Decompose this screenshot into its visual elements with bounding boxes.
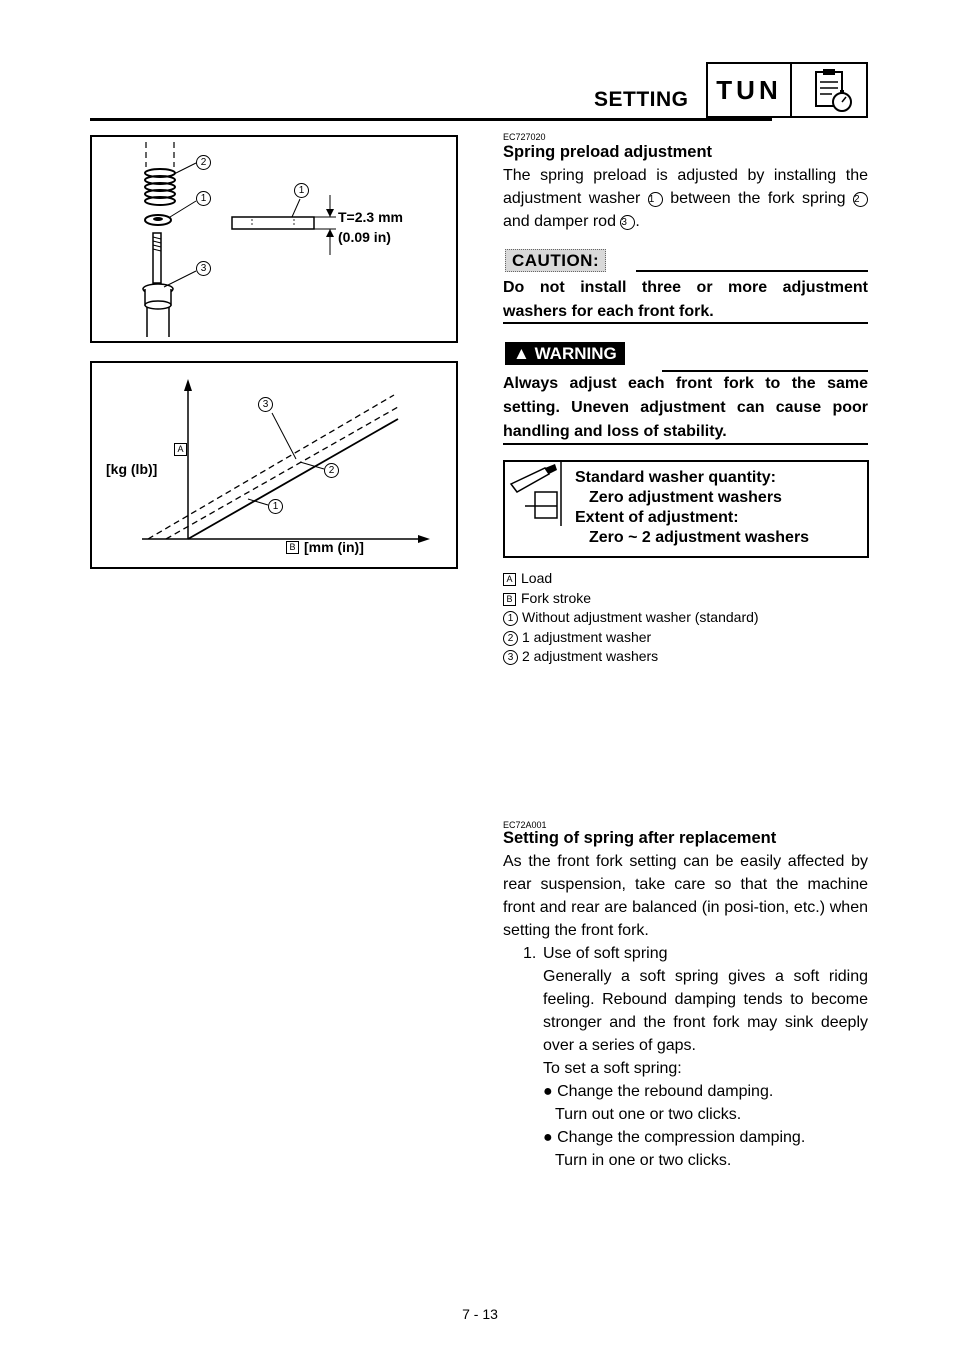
page-header-title: SETTING bbox=[594, 88, 689, 111]
section2-code: EC72A001 bbox=[503, 820, 547, 830]
section-title: Spring preload adjustment bbox=[503, 143, 713, 161]
callout-1-side: 1 bbox=[294, 183, 309, 198]
x-axis-unit: [mm (in)] bbox=[304, 539, 364, 555]
list-item-number: 1. bbox=[523, 945, 537, 962]
washer-diagram bbox=[90, 135, 458, 343]
spec-box bbox=[503, 460, 869, 558]
callout-3: 3 bbox=[196, 261, 211, 276]
caution-label: CAUTION: bbox=[505, 251, 606, 271]
page-number: 7 - 13 bbox=[462, 1306, 498, 1322]
section2-title: Setting of spring after replacement bbox=[503, 829, 777, 847]
bullet-2-sub: Turn in one or two clicks. bbox=[555, 1152, 732, 1169]
curve-callout-1: 1 bbox=[268, 499, 283, 514]
figure-legend bbox=[503, 569, 868, 667]
preload-graph bbox=[90, 361, 458, 569]
spec-line-2: Zero adjustment washers bbox=[589, 489, 782, 506]
header-rule bbox=[90, 118, 772, 121]
stopwatch-clipboard-icon bbox=[790, 62, 868, 118]
warning-rule-bottom bbox=[503, 443, 868, 445]
section2-body: As the front fork setting can be easily affected by rear suspension, take care so that the machine front and rear are balanced (in posi-tion, etc.) when setting the front fork. bbox=[503, 853, 868, 939]
legend-item: 2 1 adjustment washer bbox=[503, 628, 868, 648]
callout-1: 1 bbox=[196, 191, 211, 206]
spec-line-3: Extent of adjustment: bbox=[575, 509, 739, 526]
section-code-box: TUN bbox=[706, 62, 792, 118]
thickness-label: T=2.3 mm bbox=[338, 209, 403, 225]
legend-item: 1 Without adjustment washer (standard) bbox=[503, 608, 868, 628]
section-code: EC727020 bbox=[503, 132, 546, 142]
list-item-title: Use of soft spring bbox=[543, 945, 668, 962]
spec-line-1: Standard washer quantity: bbox=[575, 469, 776, 486]
curve-callout-3: 3 bbox=[258, 397, 273, 412]
caution-rule-top bbox=[636, 270, 868, 272]
callout-2: 2 bbox=[196, 155, 211, 170]
thickness-imperial: (0.09 in) bbox=[338, 229, 391, 245]
caution-rule-bottom bbox=[503, 322, 868, 324]
warning-triangle-icon: ▲ bbox=[513, 344, 535, 363]
y-axis-unit: [kg (lb)] bbox=[106, 461, 158, 477]
legend-item: 3 2 adjustment washers bbox=[503, 647, 868, 667]
legend-item: A Load bbox=[503, 569, 868, 589]
caution-text: Do not install three or more adjustment washers for each front fork. bbox=[503, 279, 868, 320]
to-set-label: To set a soft spring: bbox=[543, 1060, 682, 1077]
warning-label: ▲ WARNING bbox=[505, 344, 625, 364]
bullet-1-sub: Turn out one or two clicks. bbox=[555, 1106, 742, 1123]
axis-label-b: B bbox=[286, 541, 299, 554]
caliper-icon bbox=[505, 462, 567, 526]
bullet-2: ● Change the compression damping. bbox=[543, 1129, 806, 1146]
legend-item: B Fork stroke bbox=[503, 589, 868, 609]
bullet-1: ● Change the rebound damping. bbox=[543, 1083, 774, 1100]
spec-line-4: Zero ~ 2 adjustment washers bbox=[589, 529, 810, 546]
curve-callout-2: 2 bbox=[324, 463, 339, 478]
bullet-dot-icon: ● bbox=[543, 1083, 553, 1100]
section-body: The spring preload is adjusted by installing the adjustment washer 1 between the fork spring 2 and damper rod 3 . bbox=[503, 167, 868, 230]
warning-text: Always adjust each front fork to the same setting. Uneven adjustment can cause poor handling and loss of stability. bbox=[503, 375, 868, 440]
bullet-dot-icon: ● bbox=[543, 1129, 553, 1146]
list-item-body: Generally a soft spring gives a soft riding feeling. Rebound damping tends to become stronger and the front fork may sink deeply over a series of gaps. bbox=[543, 968, 868, 1054]
axis-label-a: A bbox=[174, 443, 187, 456]
